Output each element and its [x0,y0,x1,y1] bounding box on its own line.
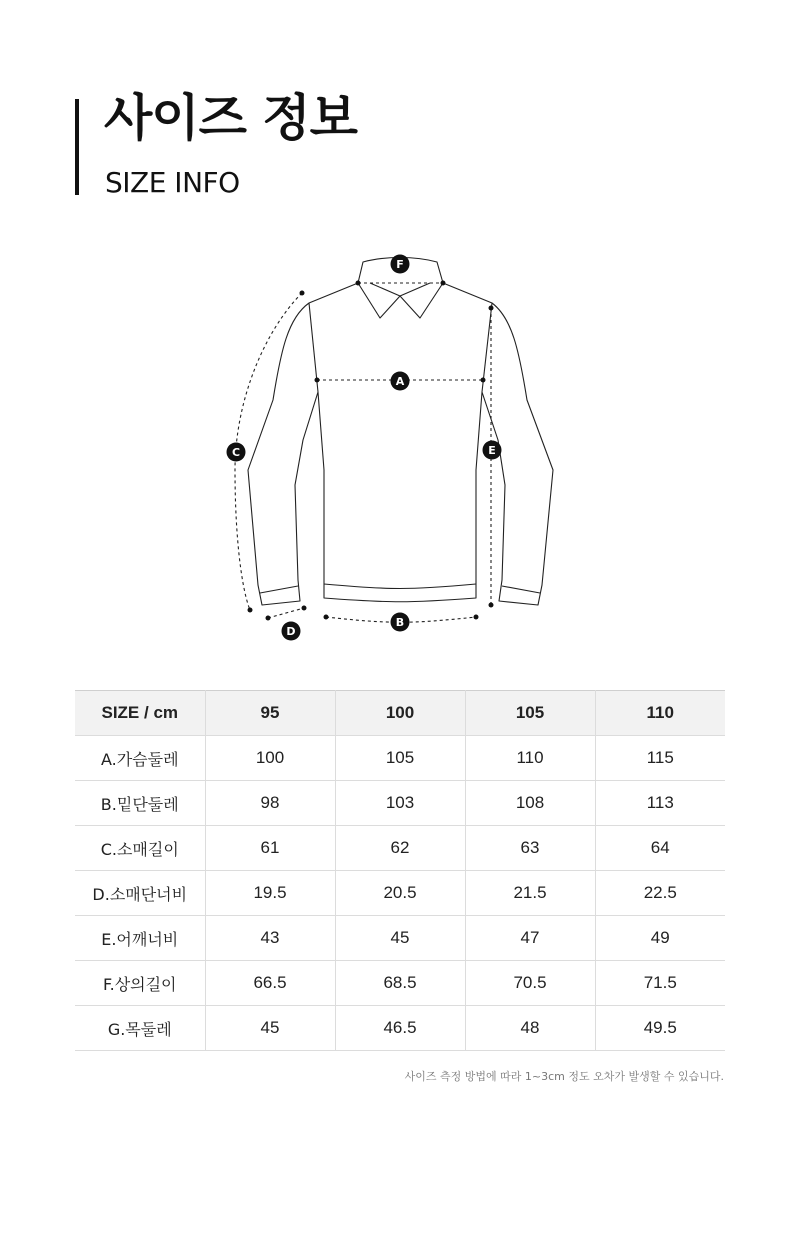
label-c: C [231,446,241,459]
shirt-outline [248,258,553,606]
label-c-badge [227,443,246,462]
label-a: A [395,375,405,388]
header-size-110: 110 [595,691,725,736]
table-cell: 63 [465,826,595,871]
table-cell: 98 [205,781,335,826]
table-cell: 108 [465,781,595,826]
page-subtitle: SIZE INFO [105,166,240,199]
measurement-lines [235,283,491,622]
label-f: F [396,258,404,271]
label-d-badge [282,622,301,641]
table-cell: 21.5 [465,871,595,916]
header-size-unit: SIZE / cm [75,691,205,736]
table-cell: 103 [335,781,465,826]
table-cell: 66.5 [205,961,335,1006]
table-row [75,781,725,826]
table-row [75,961,725,1006]
label-a-badge [391,372,410,391]
row-label: B.밑단둘레 [75,781,205,826]
label-b: B [395,616,405,629]
table-header-row [75,691,725,736]
table-cell: 43 [205,916,335,961]
row-label: G.목둘레 [75,1006,205,1051]
table-cell: 46.5 [335,1006,465,1051]
table-cell: 113 [595,781,725,826]
label-e: E [488,444,496,457]
row-label: F.상의길이 [75,961,205,1006]
table-cell: 100 [205,736,335,781]
table-cell: 61 [205,826,335,871]
measurement-endpoints [248,281,494,621]
table-cell: 45 [205,1006,335,1051]
table-cell: 64 [595,826,725,871]
table-cell: 22.5 [595,871,725,916]
size-table [75,690,725,1051]
table-cell: 68.5 [335,961,465,1006]
table-row [75,736,725,781]
table-cell: 49.5 [595,1006,725,1051]
page-title: 사이즈 정보 [104,89,357,147]
row-label: A.가슴둘레 [75,736,205,781]
table-row [75,1006,725,1051]
table-row [75,826,725,871]
table-cell: 70.5 [465,961,595,1006]
label-b-badge [391,613,410,632]
table-cell: 45 [335,916,465,961]
table-cell: 20.5 [335,871,465,916]
table-cell: 19.5 [205,871,335,916]
table-cell: 49 [595,916,725,961]
header-size-95: 95 [205,691,335,736]
header-size-100: 100 [335,691,465,736]
table-cell: 48 [465,1006,595,1051]
row-label: E.어깨너비 [75,916,205,961]
header-size-105: 105 [465,691,595,736]
label-e-badge [483,441,502,460]
table-cell: 47 [465,916,595,961]
label-d: D [286,625,296,638]
table-row [75,871,725,916]
table-cell: 71.5 [595,961,725,1006]
table-cell: 110 [465,736,595,781]
garment-measurement-diagram [0,230,800,650]
table-cell: 115 [595,736,725,781]
table-cell: 105 [335,736,465,781]
row-label: C.소매길이 [75,826,205,871]
row-label: D.소매단너비 [75,871,205,916]
title-accent-bar [75,99,79,195]
measurement-note: 사이즈 측정 방법에 따라 1~3cm 정도 오차가 발생할 수 있습니다. [404,1070,724,1083]
table-row [75,916,725,961]
table-cell: 62 [335,826,465,871]
label-f-badge [391,255,410,274]
